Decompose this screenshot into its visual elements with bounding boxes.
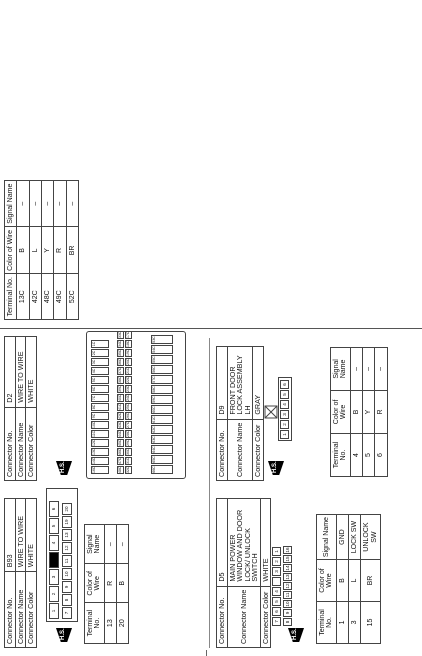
connector-no-label: Connector No. — [217, 586, 228, 647]
table-cell: – — [17, 181, 29, 227]
pin-44C: 44C — [118, 430, 122, 437]
pin-61C: 61C — [151, 415, 173, 424]
column-header: Color of Wire — [5, 227, 17, 274]
pin-43C: 43C — [118, 421, 122, 428]
pin-56C: 56C — [151, 365, 173, 374]
pin-7C: 7C — [91, 394, 109, 402]
pin-2C: 2C — [91, 349, 109, 357]
connector-name-value: MAIN POWER WINDOW AND DOOR LOCK/ UNLOCK SWITCH — [227, 499, 260, 587]
table-row — [363, 348, 375, 477]
pin-6C: 6C — [91, 385, 109, 393]
pin-58C: 58C — [151, 385, 173, 394]
pin-55C: 55C — [151, 355, 173, 364]
table-row — [349, 515, 361, 644]
pin-7: 7 — [62, 607, 72, 619]
pin-5: 5 — [272, 597, 281, 606]
horizontal-divider-left — [209, 338, 210, 648]
column-header: Terminal No. — [5, 274, 17, 320]
connector-name-value: WIRE TO WIRE — [15, 337, 26, 408]
pin-24C: 24C — [126, 394, 130, 401]
pin-45C: 45C — [118, 439, 122, 446]
connector-color-value: WHITE — [26, 499, 37, 572]
connector-b93-info — [4, 498, 37, 648]
pin-blank — [272, 577, 281, 586]
vertical-divider — [0, 328, 422, 329]
connector-no-value: D5 — [217, 499, 228, 587]
table-cell: 5 — [363, 434, 375, 477]
d9-signal-table — [330, 347, 388, 477]
pin-63C: 63C — [151, 435, 173, 444]
pin-6: 6 — [49, 501, 59, 517]
connector-name-value: WIRE TO WIRE — [15, 499, 26, 572]
pin-41C: 41C — [118, 403, 122, 410]
pin-2: 2 — [49, 586, 59, 602]
right-signal-table — [4, 180, 79, 320]
pin-10: 10 — [285, 601, 290, 607]
table-row — [17, 181, 29, 320]
connector-d9-panel — [216, 346, 385, 481]
pin-1C: 1C — [91, 340, 109, 348]
column-header: Color of Wire — [85, 564, 105, 603]
pin-4C: 4C — [91, 367, 109, 375]
pin-25C: 25C — [126, 403, 130, 410]
pin-13: 13 — [62, 529, 72, 541]
pin-1: 1 — [49, 603, 59, 619]
connector-color-value: WHITE — [260, 499, 271, 587]
pin-4: 4 — [280, 400, 289, 409]
table-cell: B — [17, 227, 29, 274]
pin-48C: 48C — [118, 466, 122, 473]
pin-34C: 34C — [118, 340, 122, 347]
table-cell: BR — [66, 227, 78, 274]
b93-connector-face — [46, 488, 78, 622]
table-row — [29, 181, 41, 320]
pin-21C: 21C — [126, 367, 130, 374]
b93-signal-table — [84, 524, 129, 644]
pin-11: 11 — [62, 555, 72, 567]
connector-no-value: B93 — [5, 499, 16, 572]
pin-9C: 9C — [91, 412, 109, 420]
connector-no-label: Connector No. — [5, 572, 16, 648]
pin-30C: 30C — [126, 448, 130, 455]
table-cell: UNLOCK SW — [361, 515, 381, 560]
table-cell: – — [42, 181, 54, 227]
table-cell: 1 — [336, 601, 348, 643]
pin-16: 16 — [285, 547, 290, 553]
pin-8: 8 — [62, 594, 72, 606]
connector-b93-panel — [4, 498, 127, 648]
table-cell: 48C — [42, 274, 54, 320]
connector-name-label: Connector Name — [15, 572, 26, 648]
connector-no-value: D2 — [5, 337, 16, 408]
pin-1: 1 — [272, 547, 281, 556]
connector-d2-panel — [4, 331, 156, 481]
pin-37C: 37C — [118, 367, 122, 374]
connector-d2-info — [4, 336, 37, 481]
pin-6: 6 — [280, 380, 289, 389]
pin-blank — [49, 552, 59, 568]
table-cell: L — [349, 560, 361, 602]
table-cell: BR — [361, 560, 381, 602]
table-cell: – — [104, 525, 116, 564]
d9-connector-face — [278, 377, 292, 441]
hs-icon: H.S. — [266, 461, 284, 479]
pin-12C: 12C — [91, 439, 109, 447]
table-cell: – — [350, 348, 362, 391]
pin-13: 13 — [285, 574, 290, 580]
pin-26C: 26C — [126, 412, 130, 419]
connector-color-label: Connector Color — [260, 586, 271, 647]
table-cell: B — [350, 390, 362, 433]
table-cell: – — [375, 348, 387, 391]
pin-17C: 17C — [126, 331, 130, 338]
table-row — [54, 181, 66, 320]
table-cell: B — [117, 564, 129, 603]
pin-5: 5 — [280, 390, 289, 399]
column-header: Signal Name — [331, 348, 351, 391]
pin-38C: 38C — [118, 376, 122, 383]
pin-14C: 14C — [91, 457, 109, 465]
table-cell: 13C — [17, 274, 29, 320]
pin-27C: 27C — [126, 421, 130, 428]
table-cell: Y — [42, 227, 54, 274]
connector-no-value: D9 — [217, 347, 228, 420]
pin-4: 4 — [49, 535, 59, 551]
column-header: Terminal No. — [331, 434, 351, 477]
pin-10: 10 — [62, 568, 72, 580]
table-cell: 20 — [117, 603, 129, 644]
table-row — [66, 181, 78, 320]
pin-1: 1 — [280, 430, 289, 439]
pin-47C: 47C — [118, 457, 122, 464]
column-header: Signal Name — [5, 181, 17, 227]
pin-53C: 53C — [151, 335, 173, 344]
table-cell: 52C — [66, 274, 78, 320]
pin-59C: 59C — [151, 395, 173, 404]
table-cell: GND — [336, 515, 348, 560]
table-row — [104, 525, 116, 644]
pin-3C: 3C — [91, 358, 109, 366]
table-cell: L — [29, 227, 41, 274]
pin-2: 2 — [272, 557, 281, 566]
pin-5C: 5C — [91, 376, 109, 384]
connector-d5-panel — [216, 498, 378, 648]
pin-42C: 42C — [118, 412, 122, 419]
pin-9: 9 — [283, 609, 292, 617]
connector-name-value: FRONT DOOR LOCK ASSEMBLY LH — [227, 347, 253, 420]
pin-3: 3 — [272, 567, 281, 576]
table-row — [375, 348, 387, 477]
connector-right-panel — [4, 180, 79, 320]
table-cell: 13 — [104, 603, 116, 644]
connector-name-label: Connector Name — [227, 586, 260, 647]
pin-8: 8 — [283, 618, 292, 626]
table-cell: 6 — [375, 434, 387, 477]
table-row — [42, 181, 54, 320]
pin-20: 20 — [62, 503, 72, 515]
pin-15: 15 — [285, 556, 290, 562]
table-cell: LOCK SW — [349, 515, 361, 560]
connector-color-label: Connector Color — [26, 572, 37, 648]
table-row — [361, 515, 381, 644]
pin-19: 19 — [62, 516, 72, 528]
connector-no-label: Connector No. — [217, 419, 228, 480]
column-header: Signal Name — [317, 515, 337, 560]
connector-name-label: Connector Name — [15, 407, 26, 480]
pin-54C: 54C — [151, 345, 173, 354]
table-cell: 49C — [54, 274, 66, 320]
table-cell: R — [104, 564, 116, 603]
pin-20C: 20C — [126, 358, 130, 365]
d5-connector-face — [272, 548, 296, 626]
pin-16C: 16C — [91, 466, 109, 474]
table-cell: – — [29, 181, 41, 227]
column-header: Terminal No. — [317, 601, 337, 643]
table-row — [117, 525, 129, 644]
connector-latch-icon — [264, 405, 278, 419]
pin-31C: 31C — [126, 457, 130, 464]
pin-6: 6 — [272, 607, 281, 616]
pin-36C: 36C — [118, 358, 122, 365]
pin-4: 4 — [272, 587, 281, 596]
pin-2: 2 — [280, 420, 289, 429]
connector-color-label: Connector Color — [253, 419, 264, 480]
table-cell: 15 — [361, 601, 381, 643]
pin-14: 14 — [285, 565, 290, 571]
pin-3: 3 — [49, 569, 59, 585]
pin-12: 12 — [62, 542, 72, 554]
pin-64C: 64C — [151, 445, 173, 454]
pin-35C: 35C — [118, 349, 122, 356]
column-header: Signal Name — [85, 525, 105, 564]
connector-color-label: Connector Color — [26, 407, 37, 480]
pin-9: 9 — [62, 581, 72, 593]
edge-tick — [206, 650, 207, 656]
table-row — [336, 515, 348, 644]
table-cell: – — [54, 181, 66, 227]
pin-13C: 13C — [91, 448, 109, 456]
column-header: Color of Wire — [317, 560, 337, 602]
hs-icon: H.S. — [54, 628, 72, 646]
table-cell: 4 — [350, 434, 362, 477]
connector-d5-info — [216, 498, 271, 648]
table-cell: 3 — [349, 601, 361, 643]
pin-11: 11 — [285, 592, 290, 598]
pin-40C: 40C — [118, 394, 122, 401]
table-cell: R — [375, 390, 387, 433]
pin-62C: 62C — [151, 425, 173, 434]
pin-11C: 11C — [91, 430, 109, 438]
pin-32C: 32C — [126, 466, 130, 473]
pin-5: 5 — [49, 518, 59, 534]
pin-18C: 18C — [126, 340, 130, 347]
pin-3: 3 — [280, 410, 289, 419]
pin-33C: 33C — [118, 331, 122, 338]
pin-57C: 57C — [151, 375, 173, 384]
column-header: Color of Wire — [331, 390, 351, 433]
pin-22C: 22C — [126, 376, 130, 383]
pin-65C: 65C — [151, 455, 173, 464]
table-cell: – — [117, 525, 129, 564]
connector-color-value: WHITE — [26, 337, 37, 408]
pin-46C: 46C — [118, 448, 122, 455]
connector-color-value: GRAY — [253, 347, 264, 420]
table-cell: – — [66, 181, 78, 227]
connector-d9-info — [216, 346, 264, 481]
pin-23C: 23C — [126, 385, 130, 392]
table-cell: 42C — [29, 274, 41, 320]
table-cell: B — [336, 560, 348, 602]
pin-7: 7 — [272, 617, 281, 626]
d5-signal-table — [316, 514, 381, 644]
hs-icon: H.S. — [54, 461, 72, 479]
table-cell: – — [363, 348, 375, 391]
pin-19C: 19C — [126, 349, 130, 356]
connector-no-label: Connector No. — [5, 407, 16, 480]
pin-29C: 29C — [126, 439, 130, 446]
pin-10C: 10C — [91, 421, 109, 429]
table-row — [350, 348, 362, 477]
pin-39C: 39C — [118, 385, 122, 392]
table-cell: Y — [363, 390, 375, 433]
pin-66C: 66C — [151, 465, 173, 474]
d2-connector-face — [86, 331, 186, 479]
pin-8C: 8C — [91, 403, 109, 411]
pin-28C: 28C — [126, 430, 130, 437]
hs-icon: H.S. — [286, 628, 304, 646]
pin-60C: 60C — [151, 405, 173, 414]
pin-12: 12 — [285, 583, 290, 589]
connector-name-label: Connector Name — [227, 419, 253, 480]
table-cell: R — [54, 227, 66, 274]
column-header: Terminal No. — [85, 603, 105, 644]
